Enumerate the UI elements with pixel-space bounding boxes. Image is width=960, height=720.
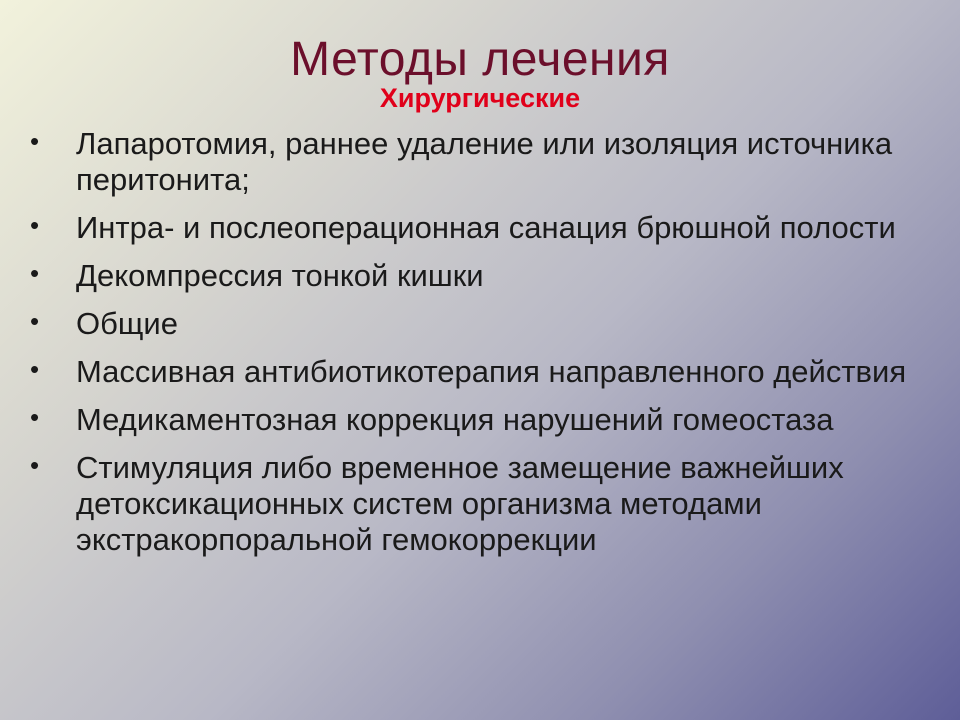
bullet-icon: • xyxy=(30,402,40,432)
bullet-icon: • xyxy=(30,450,40,480)
bullet-text: Лапаротомия, раннее удаление или изоляция источника перитонита; xyxy=(76,126,893,197)
bullet-text: Интра- и послеоперационная санация брюшной полости xyxy=(76,210,896,245)
bullet-item-6 xyxy=(28,402,938,438)
bullet-icon: • xyxy=(30,126,40,156)
bullet-icon: • xyxy=(30,258,40,288)
slide-subtitle: Хирургические xyxy=(379,83,581,113)
bullet-item-5 xyxy=(28,354,938,390)
bullet-list xyxy=(28,126,938,570)
bullet-item-4 xyxy=(28,306,938,342)
bullet-text: Декомпрессия тонкой кишки xyxy=(76,258,484,293)
bullet-icon: • xyxy=(30,306,40,336)
bullet-item-3 xyxy=(28,258,938,294)
bullet-item-7 xyxy=(28,450,938,558)
bullet-text: Общие xyxy=(76,306,178,341)
bullet-text: Массивная антибиотикотерапия направленного действия xyxy=(76,354,907,389)
bullet-icon: • xyxy=(30,210,40,240)
bullet-text: Стимуляция либо временное замещение важнейших детоксикационных систем организма методами экстракорпоральной гемокоррекции xyxy=(76,450,844,557)
bullet-text: Медикаментозная коррекция нарушений гомеостаза xyxy=(76,402,834,437)
bullet-item-2 xyxy=(28,210,938,246)
bullet-icon: • xyxy=(30,354,40,384)
bullet-item-1 xyxy=(28,126,938,198)
slide-title: Методы лечения xyxy=(290,33,670,86)
